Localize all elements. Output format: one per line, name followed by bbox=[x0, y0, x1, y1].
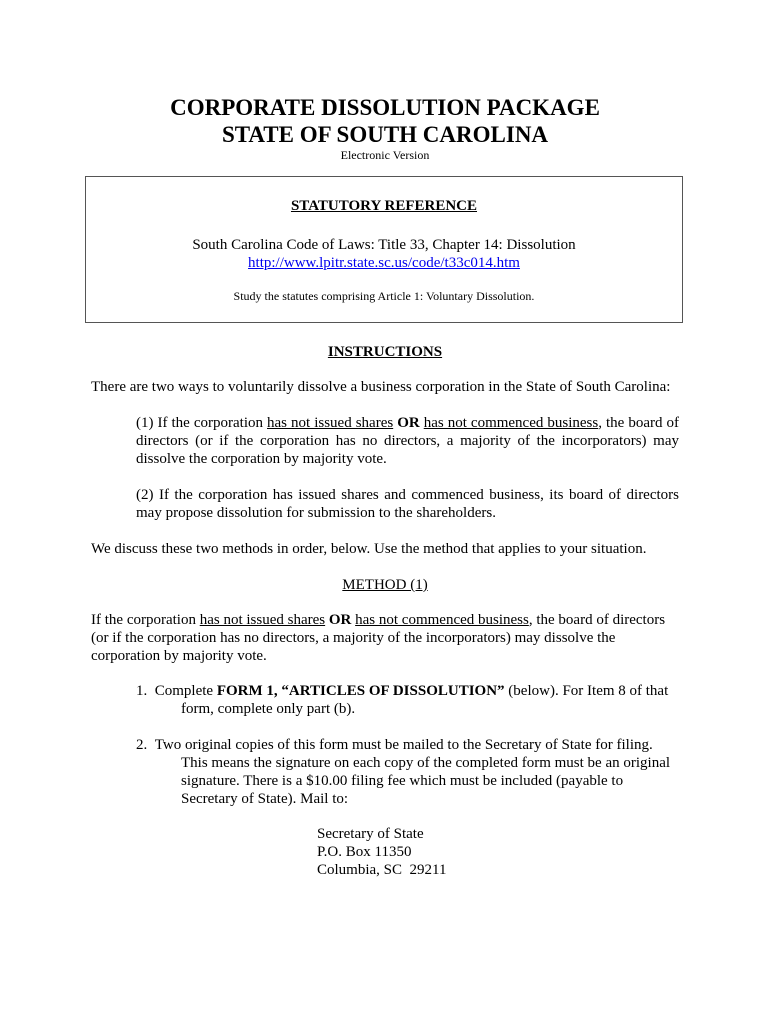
method-1-intro-line-1-suffix: , the board of directors bbox=[528, 612, 666, 628]
option-2-line-2: may propose dissolution for submission to the shareholders. bbox=[136, 505, 496, 521]
instructions-intro bbox=[91, 378, 691, 396]
document-title-line-1: CORPORATE DISSOLUTION PACKAGE bbox=[170, 95, 600, 120]
document-subtitle: Electronic Version bbox=[340, 148, 430, 162]
methods-discussion bbox=[91, 540, 691, 558]
methods-discussion-text: We discuss these two methods in order, below. Use the method that applies to your situation. bbox=[91, 541, 647, 557]
mailing-address bbox=[317, 825, 617, 879]
statutes-url-container bbox=[86, 254, 682, 272]
option-1-line-2: directors (or if the corporation has no directors, a majority of the incorporators) may bbox=[136, 433, 679, 449]
method-1-connector: OR bbox=[328, 612, 352, 628]
option-1-phrase-not-issued-shares: has not issued shares bbox=[267, 415, 394, 431]
method-1-phrase-not-issued-shares: has not issued shares bbox=[199, 612, 326, 628]
method-1-intro-prefix: If the corporation bbox=[91, 612, 200, 628]
mailing-address-line-2: P.O. Box 11350 bbox=[317, 844, 412, 860]
instructions-heading: INSTRUCTIONS bbox=[327, 344, 443, 360]
method-1-intro-line-2: (or if the corporation has no directors, a majority of the incorporators) may dissolve the bbox=[91, 630, 616, 646]
step-1-line-1 bbox=[136, 682, 696, 700]
step-1-prefix: Complete bbox=[154, 683, 217, 699]
option-2-paragraph bbox=[136, 486, 679, 522]
option-1-line-1 bbox=[136, 414, 679, 432]
study-note: Study the statutes comprising Article 1: Voluntary Dissolution. bbox=[233, 289, 535, 303]
step-2-line-2: This means the signature on each copy of the completed form must be an original bbox=[181, 755, 671, 771]
step-2-number: 2. bbox=[136, 737, 148, 753]
step-2-line-1 bbox=[136, 736, 696, 754]
option-2-line-1: (2) If the corporation has issued shares and commenced business, its board of directors bbox=[136, 487, 679, 503]
step-2-line-4: Secretary of State). Mail to: bbox=[181, 791, 349, 807]
option-1-line-1-suffix: , the board of bbox=[598, 415, 679, 431]
step-1-line-2: form, complete only part (b). bbox=[181, 701, 356, 717]
step-1-form-name: FORM 1, “ARTICLES OF DISSOLUTION” bbox=[216, 683, 505, 699]
instructions-intro-text: There are two ways to voluntarily dissolve a business corporation in the State of South Carolina: bbox=[91, 379, 671, 395]
statutes-url-link[interactable]: http://www.lpitr.state.sc.us/code/t33c014.htm bbox=[248, 255, 520, 271]
step-2-line-1-text: Two original copies of this form must be mailed to the Secretary of State for filing. bbox=[154, 737, 653, 753]
document-title-line-2: STATE OF SOUTH CAROLINA bbox=[221, 122, 549, 147]
mailing-address-line-3: Columbia, SC 29211 bbox=[317, 862, 447, 878]
step-1-number: 1. bbox=[136, 683, 148, 699]
option-1-line-3: dissolve the corporation by majority vote. bbox=[136, 451, 387, 467]
option-1-prefix: (1) If the corporation bbox=[136, 415, 267, 431]
method-1-heading: METHOD (1) bbox=[342, 577, 428, 593]
mailing-address-line-1: Secretary of State bbox=[317, 826, 424, 842]
method-1-step-2 bbox=[136, 736, 696, 808]
method-1-step-1 bbox=[136, 682, 696, 718]
step-1-line-1-suffix: (below). For Item 8 of that bbox=[504, 683, 669, 699]
code-citation: South Carolina Code of Laws: Title 33, Chapter 14: Dissolution bbox=[192, 237, 576, 253]
option-1-paragraph bbox=[136, 414, 679, 468]
method-1-intro-line-3: corporation by majority vote. bbox=[91, 648, 267, 664]
statutory-reference-box bbox=[85, 176, 683, 323]
method-1-intro bbox=[91, 611, 691, 665]
option-1-connector: OR bbox=[397, 415, 420, 431]
statutory-reference-heading: STATUTORY REFERENCE bbox=[290, 198, 478, 214]
option-1-phrase-not-commenced-business: has not commenced business bbox=[423, 415, 599, 431]
method-1-intro-line-1 bbox=[91, 611, 691, 629]
step-2-line-3: signature. There is a $10.00 filing fee which must be included (payable to bbox=[181, 773, 624, 789]
method-1-phrase-not-commenced-business: has not commenced business bbox=[355, 612, 529, 628]
